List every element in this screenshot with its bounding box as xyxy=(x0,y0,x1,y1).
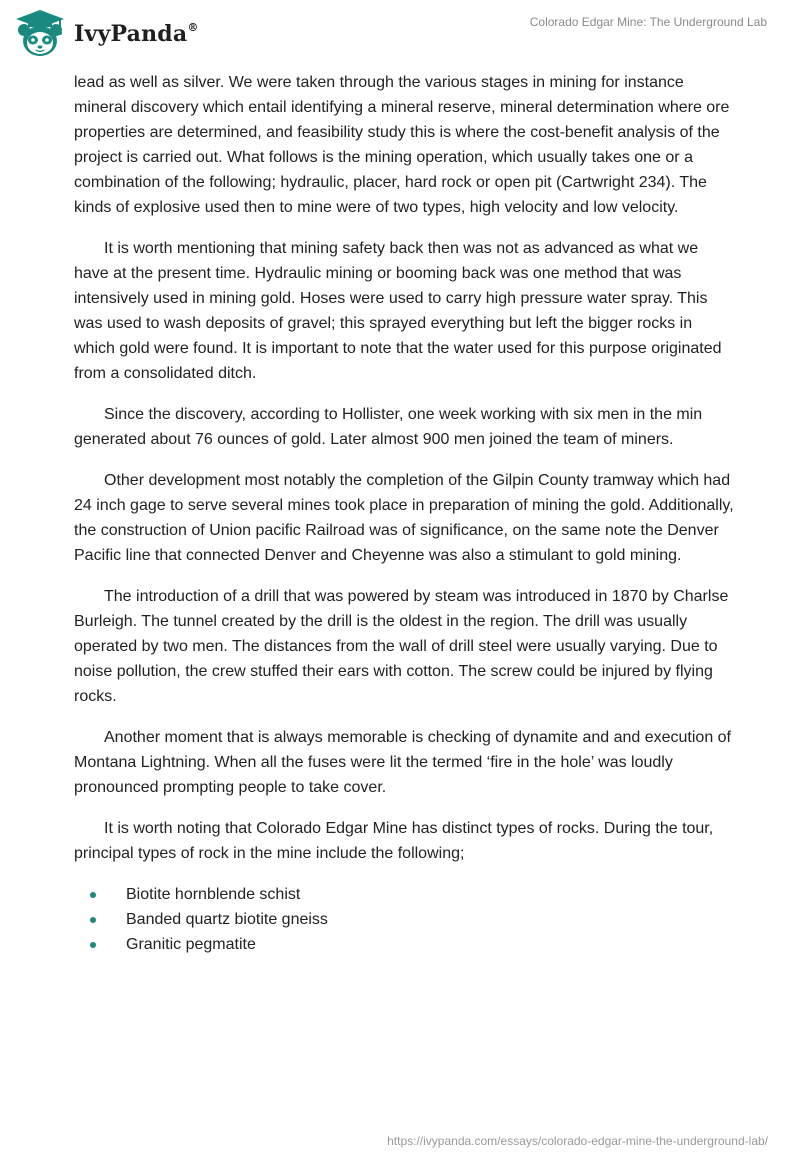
paragraph: Since the discovery, according to Hollister, one week working with six men in the min generated about 76 ounces of gold. Later almost 900 men joined the team of miners. xyxy=(74,406,703,448)
list-item xyxy=(74,907,734,932)
list-item-text: Granitic pegmatite xyxy=(126,936,256,953)
paragraph: It is worth noting that Colorado Edgar Mine has distinct types of rocks. During the tour, principal types of rock in the mine include the following; xyxy=(74,820,714,862)
rock-types-list xyxy=(74,882,734,957)
paragraph: lead as well as silver. We were taken through the various stages in mining for instance mineral discovery which entail identifying a mineral reserve, mineral determination where ore properties are determined, and feasibility study this is where the cost-benefit analysis of the project is carried out. What follows is the mining operation, which usually takes one or a combination of the following; hydraulic, placer, hard rock or open pit (Cartwright 234). The kinds of explosive used then to mine were of two types, high velocity and low velocity. xyxy=(74,74,730,216)
registered-mark: ® xyxy=(187,20,199,34)
document-title: Colorado Edgar Mine: The Underground Lab xyxy=(529,15,767,29)
list-item xyxy=(74,932,734,957)
bullet-icon xyxy=(90,892,96,898)
paragraph: The introduction of a drill that was powered by steam was introduced in 1870 by Charlse Burleigh. The tunnel created by the drill is the oldest in the region. The drill was usually operated by two men. The distances from the wall of drill steel were usually varying. Due to noise pollution, the crew stuffed their ears with cotton. The screw could be injured by flying rocks. xyxy=(74,588,729,705)
paragraph: Other development most notably the completion of the Gilpin County tramway which had 24 inch gage to serve several mines took place in preparation of mining the gold. Additionally, the construction of Union pacific Railroad was of significance, on the same note the Denver Pacific line that connected Denver and Cheyenne was also a stimulant to gold mining. xyxy=(74,472,734,564)
bullet-icon xyxy=(90,942,96,948)
list-item-text: Biotite hornblende schist xyxy=(126,886,301,903)
essay-body xyxy=(74,70,734,957)
page-header xyxy=(0,0,800,62)
paragraph: It is worth mentioning that mining safety back then was not as advanced as what we have at the present time. Hydraulic mining or booming back was one method that was intensively used in mining gold. Hoses were used to carry high pressure water spray. This was used to wash deposits of gravel; this sprayed everything but left the bigger rocks in which gold were found. It is important to note that the water used for this purpose originated from a consolidated ditch. xyxy=(74,240,722,382)
ivypanda-logo[interactable] xyxy=(14,8,199,58)
brand-name: IvyPanda® xyxy=(74,20,199,47)
bullet-icon xyxy=(90,917,96,923)
paragraph: Another moment that is always memorable is checking of dynamite and and execution of Montana Lightning. When all the fuses were lit the termed ‘fire in the hole’ was loudly pronounced prompting people to take cover. xyxy=(74,729,731,796)
source-url[interactable]: https://ivypanda.com/essays/colorado-edgar-mine-the-underground-lab/ xyxy=(387,1134,768,1148)
list-item xyxy=(74,882,734,907)
list-item-text: Banded quartz biotite gneiss xyxy=(126,911,328,928)
panda-graduate-icon xyxy=(14,8,66,58)
